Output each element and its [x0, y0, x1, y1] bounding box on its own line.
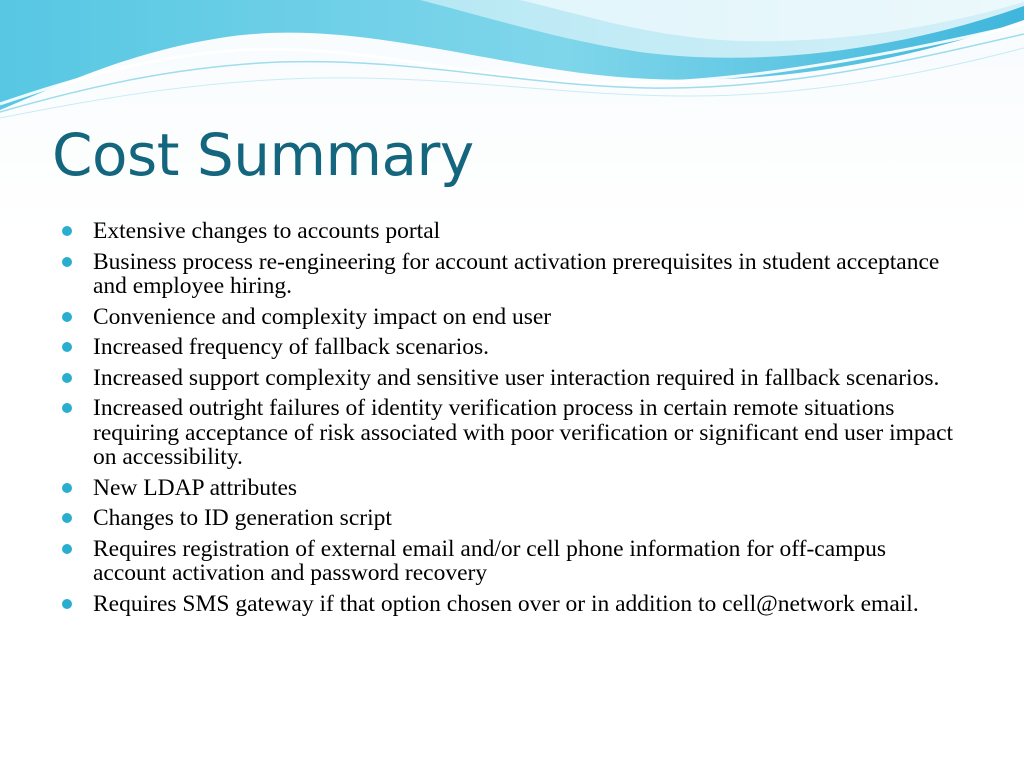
- bullet-text: Changes to ID generation script: [93, 505, 392, 531]
- bullet-text: Requires registration of external email and/or cell phone information for off-campus account activation and password recovery: [93, 535, 887, 586]
- bullet-item: [62, 396, 962, 470]
- bullet-item: [62, 305, 962, 330]
- bullet-icon: [62, 403, 72, 413]
- bullet-item: [62, 335, 962, 360]
- wave-header-decoration: [0, 0, 1024, 130]
- bullet-icon: [62, 544, 72, 554]
- bullet-list: [62, 219, 962, 622]
- bullet-text: New LDAP attributes: [93, 474, 298, 501]
- bullet-text: Requires SMS gateway if that option chosen over or in addition to cell@network email.: [93, 590, 919, 617]
- bullet-icon: [62, 257, 72, 267]
- bullet-item: [62, 219, 962, 244]
- bullet-icon: [62, 513, 72, 523]
- bullet-text: Increased frequency of fallback scenarios.: [93, 334, 490, 360]
- bullet-text: Extensive changes to accounts portal: [93, 218, 441, 244]
- bullet-icon: [62, 373, 72, 383]
- bullet-item: [62, 366, 962, 391]
- bullet-icon: [62, 342, 72, 352]
- bullet-icon: [62, 599, 72, 609]
- bullet-item: [62, 592, 962, 617]
- slide-title: Cost Summary: [52, 121, 474, 189]
- bullet-text: Increased support complexity and sensitive user interaction required in fallback scenarios.: [93, 364, 940, 391]
- bullet-item: [62, 476, 962, 501]
- bullet-item: [62, 537, 962, 586]
- bullet-icon: [62, 226, 72, 236]
- bullet-text: Business process re-engineering for account activation prerequisites in student acceptance and employee hiring.: [93, 248, 940, 299]
- bullet-item: [62, 506, 962, 531]
- bullet-icon: [62, 312, 72, 322]
- bullet-icon: [62, 483, 72, 493]
- bullet-text: Increased outright failures of identity verification process in certain remote situations requiring acceptance of risk associated with poor verification or significant end user impact on accessibility.: [93, 395, 954, 470]
- bullet-item: [62, 250, 962, 299]
- bullet-text: Convenience and complexity impact on end user: [93, 303, 552, 330]
